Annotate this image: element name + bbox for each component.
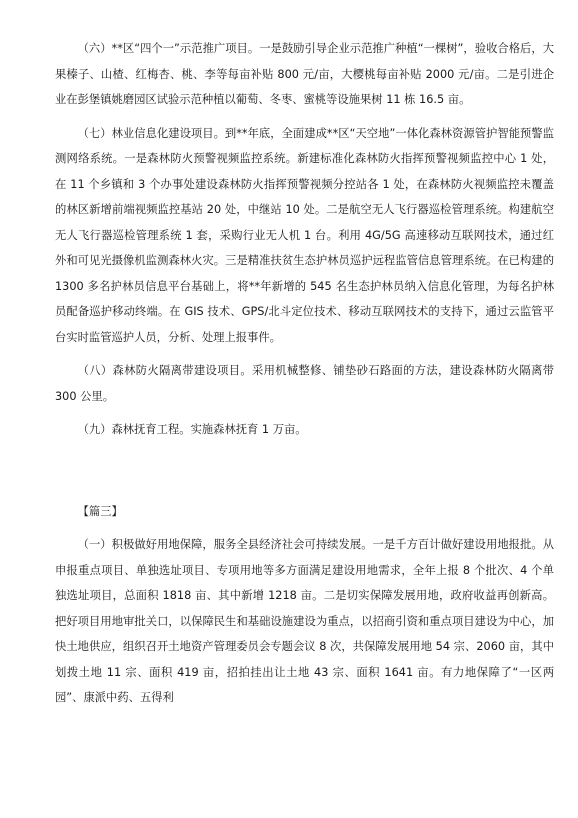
paragraph-eight: （八）森林防火隔离带建设项目。采用机械整修、铺垫砂石路面的方法，建设森林防火隔离带 300 公里。 xyxy=(55,364,554,403)
paragraph-nine: （九）森林抚育工程。实施森林抚育 1 万亩。 xyxy=(77,423,307,436)
paragraph-seven: （七）林业信息化建设项目。到**年底，全面建成**区“天空地”一体化森林资源管护智能预警监测网络系统。一是森林防火预警视频监控系统。新建标准化森林防火指挥预警视频监控中心 1 处，在 11 个乡镇和 3 个办事处建设森林防火指挥预警视频分控站各 1 处，在森林防火视频监控未覆盖的林区新增前端视频监控基站 20 处，中继站 10 处。二是航空无人飞行器巡检管理系统。构建航空无人飞行器巡检管理系统 1 套，采购行业无人机 1 台。利用 4G/5G 高速移动互联网技术，通过红外和可见光摄像机监测森林火灾。三是精准扶贫生态护林员巡护远程监管信息管理系统。在已构建的 1300 多名护林员信息平台基础上，将**年新增的 545 名生态护林员纳入信息化管理，为每名护林员配备巡护移动终端。在 GIS 技术、GPS/北斗定位技术、移动互联网技术的支持下，通过云监管平台实时监管巡护人员，分析、处理上报事件。 xyxy=(55,126,554,344)
paragraph-six: （六）**区“四个一”示范推广项目。一是鼓励引导企业示范推广种植“一棵树”，验收合格后，大果榛子、山楂、红梅杏、桃、李等每亩补贴 800 元/亩，大樱桃每亩补贴 2000 元/亩。二是引进企业在彭堡镇姚磨园区试验示范种植以葡萄、冬枣、蜜桃等设施果树 11 栋 16.5 亩。 xyxy=(55,42,554,106)
section-paragraph-one: （一）积极做好用地保障，服务全县经济社会可持续发展。一是千方百计做好建设用地报批。从申报重点项目、单独选址项目、专项用地等多方面满足建设用地需求，全年上报 8 个批次、4 个单独选址项目，总面积 1818 亩、其中新增 1218 亩。二是切实保障发展用地，政府收益再创新高。把好项目用地审批关口，以保障民生和基础设施建设为重点，以招商引资和重点项目建设为中心，加快土地供应，组织召开土地资产管理委员会专题会议 8 次，共保障发展用地 54 宗、2060 亩，其中划拨土地 11 宗、面积 419 亩，招拍挂出让土地 43 宗、面积 1641 亩。有力地保障了“一区两园”、康派中药、五得利 xyxy=(55,538,554,704)
section-title: 【篇三】 xyxy=(77,504,123,518)
